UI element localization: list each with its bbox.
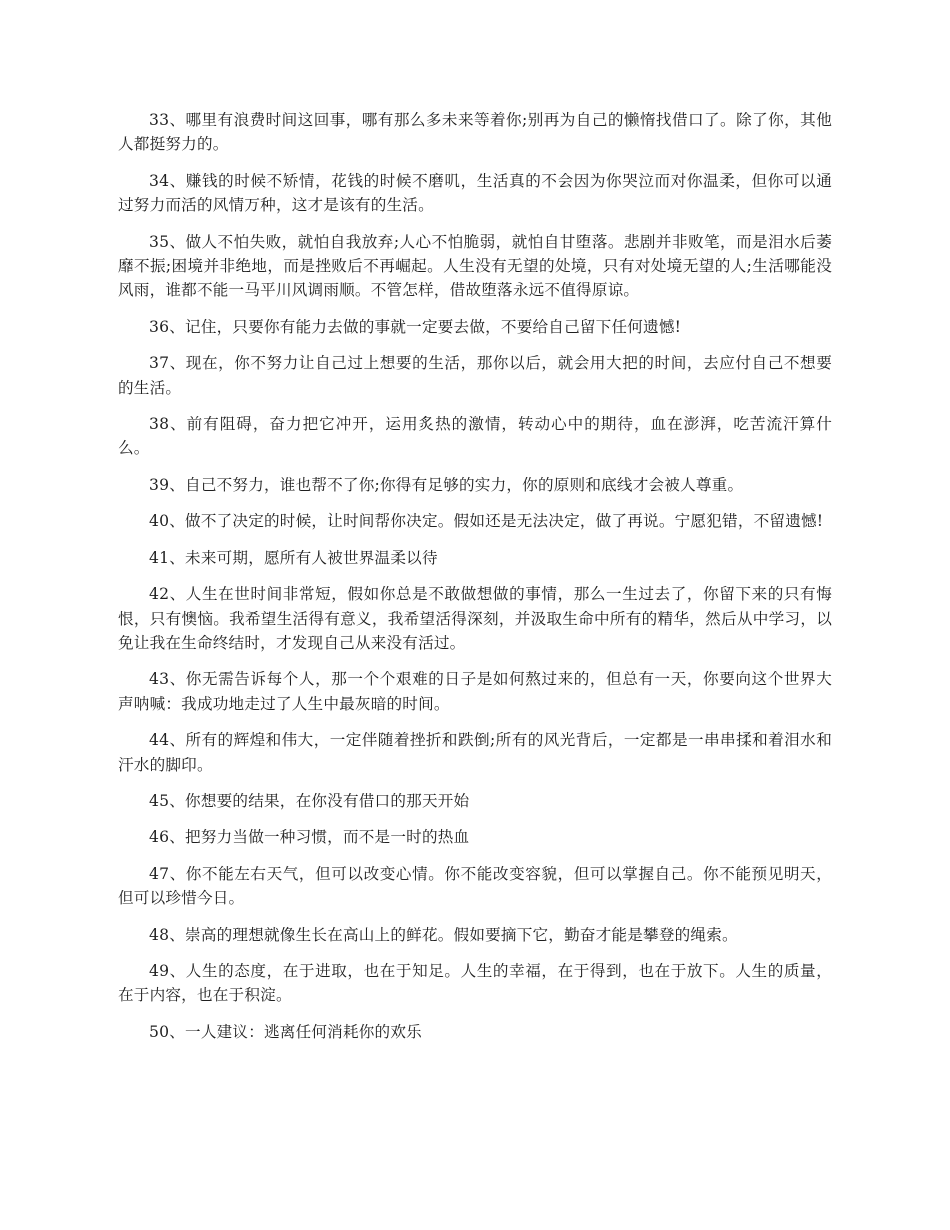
paragraph-39: 39、自己不努力，谁也帮不了你;你得有足够的实力，你的原则和底线才会被人尊重。: [149, 475, 744, 494]
document-body: [118, 108, 832, 1056]
paragraph-35: 35、做人不怕失败，就怕自我放弃;人心不怕脆弱，就怕自甘堕落。悲剧并非败笔，而是泪水后萎靡不振;困境并非绝地，而是挫败后不再崛起。人生没有无望的处境，只有对处境无望的人;生活哪能没风雨，谁都不能一马平川风调雨顺。不管怎样，借故堕落永远不值得原谅。: [118, 232, 832, 300]
paragraph-42: 42、人生在世时间非常短，假如你总是不敢做想做的事情，那么一生过去了，你留下来的只有悔恨，只有懊恼。我希望生活得有意义，我希望活得深刻，并汲取生命中所有的精华，然后从中学习，以免让我在生命终结时，才发现自己从来没有活过。: [118, 585, 832, 652]
paragraph-41: 41、未来可期，愿所有人被世界温柔以待: [149, 548, 438, 567]
paragraph-45: 45、你想要的结果，在你没有借口的那天开始: [149, 791, 470, 810]
paragraph-33: 33、哪里有浪费时间这回事，哪有那么多未来等着你;别再为自己的懒惰找借口了。除了你，其他人都挺努力的。: [118, 111, 832, 154]
paragraph-44: 44、所有的辉煌和伟大，一定伴随着挫折和跌倒;所有的风光背后，一定都是一串串揉和着泪水和汗水的脚印。: [118, 731, 832, 774]
paragraph-43: 43、你无需告诉每个人，那一个个艰难的日子是如何熬过来的，但总有一天，你要向这个世界大声呐喊：我成功地走过了人生中最灰暗的时间。: [118, 670, 832, 713]
paragraph-49: 49、人生的态度，在于进取，也在于知足。人生的幸福，在于得到，也在于放下。人生的质量，在于内容，也在于积淀。: [118, 961, 832, 1005]
paragraph-34: 34、赚钱的时候不矫情，花钱的时候不磨叽，生活真的不会因为你哭泣而对你温柔，但你可以通过努力而活的风情万种，这才是该有的生活。: [118, 171, 832, 215]
paragraph-36: 36、记住，只要你有能力去做的事就一定要去做，不要给自己留下任何遗憾!: [149, 317, 682, 336]
paragraph-50: 50、一人建议：逃离任何消耗你的欢乐: [149, 1022, 422, 1041]
paragraph-37: 37、现在，你不努力让自己过上想要的生活，那你以后，就会用大把的时间，去应付自己不想要的生活。: [118, 354, 832, 397]
paragraph-40: 40、做不了决定的时候，让时间帮你决定。假如还是无法决定，做了再说。宁愿犯错，不留遗憾!: [149, 512, 824, 531]
paragraph-46: 46、把努力当做一种习惯，而不是一时的热血: [149, 828, 470, 847]
paragraph-48: 48、崇高的理想就像生长在高山上的鲜花。假如要摘下它，勤奋才能是攀登的绳索。: [149, 925, 738, 944]
paragraph-38: 38、前有阻碍，奋力把它冲开，运用炙热的激情，转动心中的期待，血在澎湃，吃苦流汗算什么。: [118, 415, 832, 458]
paragraph-47: 47、你不能左右天气，但可以改变心情。你不能改变容貌，但可以掌握自己。你不能预见明天，但可以珍惜今日。: [118, 864, 832, 908]
